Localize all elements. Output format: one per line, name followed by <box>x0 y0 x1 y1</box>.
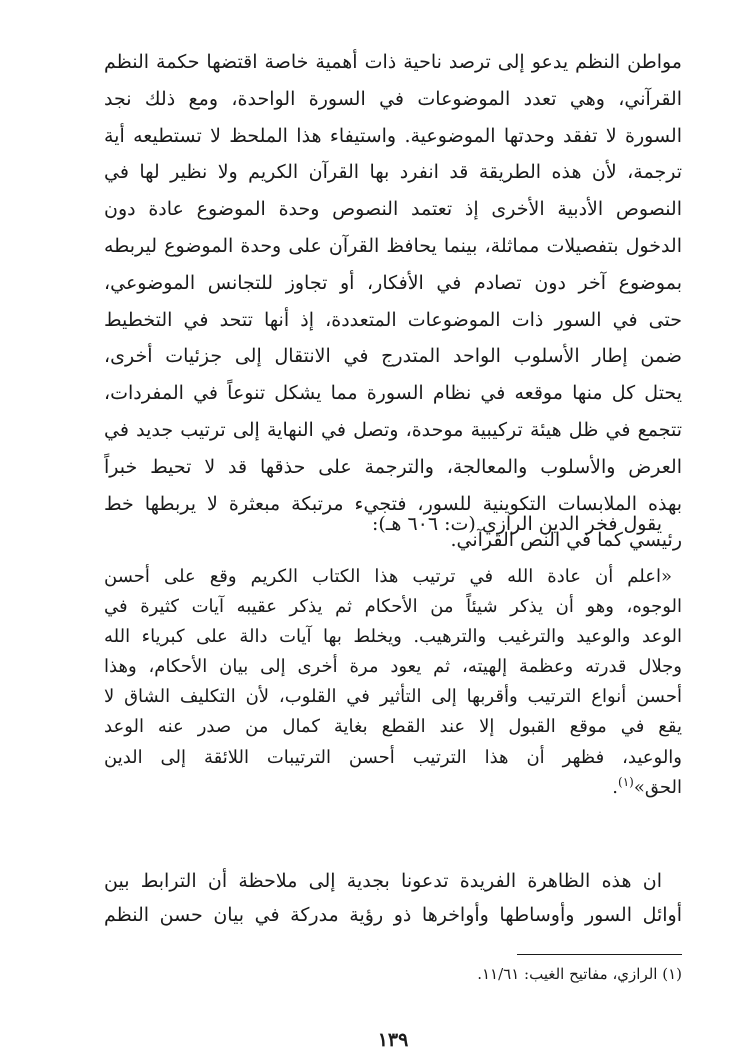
quote-line: وجلال قدرته وعظمة إلهيته، ثم يعود مرة أخرى إلى بيان الأحكام، وهذا <box>104 656 682 678</box>
paragraph-main <box>104 44 682 559</box>
text-line: رئيسي كما في النص القرآني. <box>450 529 682 552</box>
footnote-divider <box>517 954 682 955</box>
text-line: يحتل كل منها موقعه في نظام السورة مما يشكل تنوعاً في المفردات، <box>104 382 682 405</box>
quote-attribution: يقول فخر الدين الرازي (ت: ٦٠٦ هـ): <box>372 513 662 535</box>
text-line: ضمن إطار الأسلوب الواحد المتدرج في الانتقال إلى جزئيات أخرى، <box>104 345 682 368</box>
text-line: النصوص الأدبية الأخرى إذ تعتمد النصوص وحدة الموضوع عادة دون <box>104 198 682 221</box>
text-line: الدخول بتفصيلات مماثلة، بينما يحافظ القرآن على وحدة الموضوع ليربطه <box>104 234 682 257</box>
text-line: حتى في السور ذات الموضوعات المتعددة، إذ أنها تتحد في التخطيط <box>104 308 682 331</box>
quote-line: «اعلم أن عادة الله في ترتيب هذا الكتاب الكريم وقع على أحسن <box>104 566 672 587</box>
text-line: أوائل السور وأوساطها وأواخرها ذو رؤية مدركة في بيان حسن النظم <box>104 904 682 926</box>
text-line: ترجمة، لأن هذه الطريقة قد انفرد بها القرآن الكريم ولا نظير لها في <box>104 161 682 184</box>
text-line: السورة لا تفقد وحدتها الموضوعية. واستيفاء هذا الملحظ لا تستطيعه أية <box>104 124 682 147</box>
footnote: (١) الرازي، مفاتيح الغيب: ١١/٦١. <box>477 965 682 983</box>
quote-line: أحسن أنواع الترتيب وأقربها إلى التأثير في القلوب، لأن التكليف الشاق لا <box>104 686 682 708</box>
document-page <box>104 44 682 1051</box>
text-line: بموضوع آخر دون تصادم في الأفكار، أو تجاوز للتجانس الموضوعي، <box>104 271 682 294</box>
paragraph-closing <box>104 864 682 932</box>
footnote-reference[interactable]: (١) <box>618 774 634 789</box>
quote-line-final <box>104 773 682 803</box>
page-number: ١٣٩ <box>377 1029 409 1051</box>
quote-final-text: الحق» <box>633 776 682 798</box>
quote-line: الوجوه، وهو أن يذكر شيئاً من الأحكام ثم يذكر عقيبه آيات كثيرة في <box>104 596 682 618</box>
quote-line: والوعيد، فظهر أن هذا الترتيب أحسن الترتيبات اللائقة إلى الدين <box>104 746 682 768</box>
quote-line: يقع في موقع القبول إلا عند القطع بغاية كمال من صدر عنه الوعد <box>104 716 682 738</box>
block-quote <box>104 562 682 803</box>
quote-end-punctuation: . <box>612 776 619 798</box>
text-line: بهذه الملابسات التكوينية للسور، فتجيء مرتبكة مبعثرة لا يربطها خط <box>104 492 682 515</box>
text-line: العرض والأسلوب والمعالجة، والترجمة على حذقها قد لا تحيط خبراً <box>104 455 682 478</box>
quote-line: الوعد والوعيد والترغيب والترهيب. ويخلط بها آيات دالة على كبرياء الله <box>104 626 682 648</box>
text-line: تتجمع في ظل هيئة تركيبية موحدة، وتصل في النهاية إلى ترتيب جديد في <box>104 418 682 441</box>
text-line: القرآني، وهي تعدد الموضوعات في السورة الواحدة، ومع ذلك نجد <box>104 87 682 110</box>
text-line: مواطن النظم يدعو إلى ترصد ناحية ذات أهمية خاصة اقتضها حكمة النظم <box>104 51 682 73</box>
text-line: ان هذه الظاهرة الفريدة تدعونا بجدية إلى ملاحظة أن الترابط بين <box>104 870 662 892</box>
